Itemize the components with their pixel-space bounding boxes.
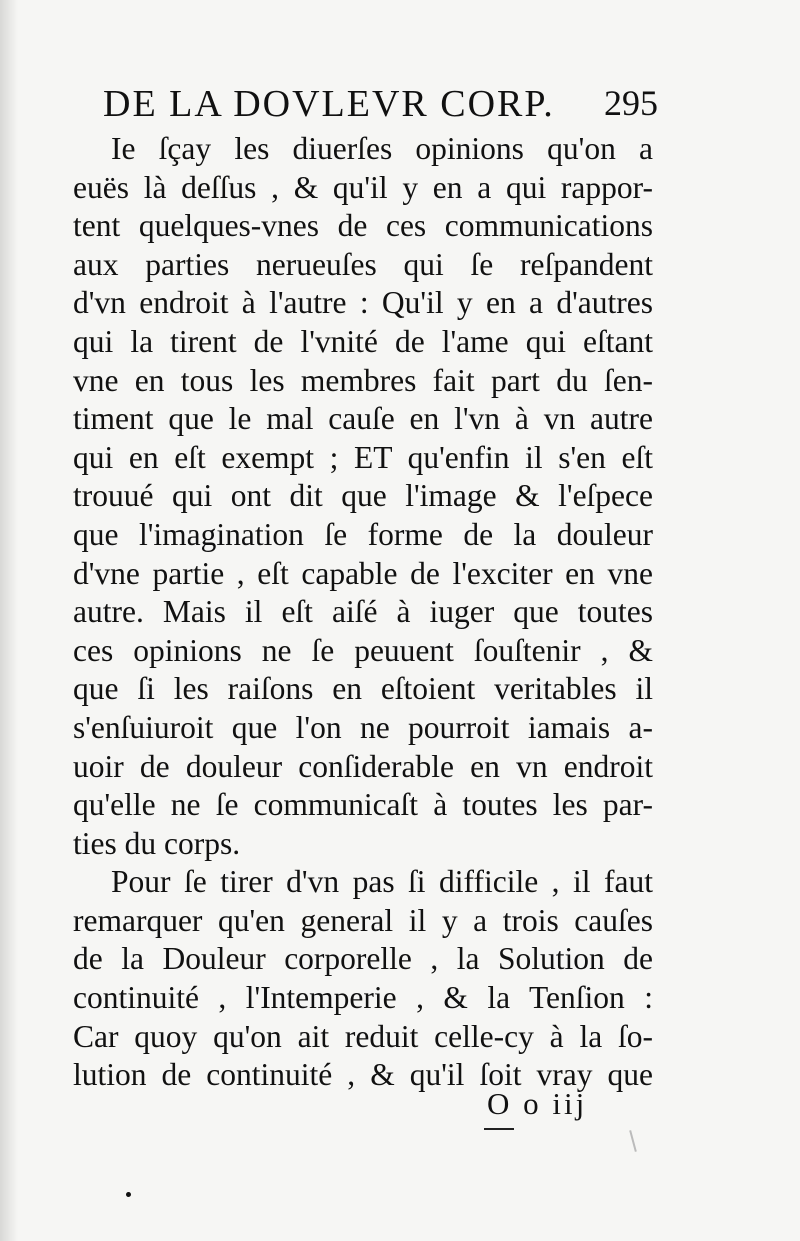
ink-speck: [126, 1192, 131, 1197]
text-line: vne en tous les membres fait part du ſen-: [73, 362, 653, 398]
text-line: d'vne partie , eſt capable de l'exciter en vne: [73, 555, 653, 591]
text-line: uoir de douleur conſiderable en vn endroit: [73, 748, 653, 784]
text-line: euës là deſſus , & qu'il y en a qui rappor-: [73, 169, 653, 205]
text-line: que ſi les raiſons en eſtoient veritables il: [73, 671, 653, 707]
text-line: lution de continuité , & qu'il ſoit vray que: [73, 1057, 653, 1093]
running-head: [103, 82, 658, 130]
text-line: autre. Mais il eſt aiſé à iuger que toutes: [73, 594, 653, 630]
text-line: qui la tirent de l'vnité de l'ame qui eſtant: [73, 323, 653, 359]
page-number: 295: [604, 83, 658, 123]
text-line: trouué qui ont dit que l'image & l'eſpece: [73, 478, 653, 514]
signature-mark: O o iij: [487, 1086, 588, 1121]
running-title: DE LA DOVLEVR CORP.: [103, 83, 555, 125]
text-line: d'vn endroit à l'autre : Qu'il y en a d'autres: [73, 285, 653, 321]
text-line: tent quelques-vnes de ces communications: [73, 208, 653, 244]
text-line: que l'imagination ſe forme de la douleur: [73, 516, 653, 552]
body-text: [73, 130, 653, 1095]
text-line: continuité , l'Intemperie , & la Tenſion :: [73, 980, 653, 1016]
text-line: ces opinions ne ſe peuuent ſouſtenir , &: [73, 632, 653, 668]
text-line: Ie ſçay les diuerſes opinions qu'on a: [111, 131, 653, 166]
text-line: qu'elle ne ſe communicaſt à toutes les par-: [73, 787, 653, 823]
text-line: timent que le mal cauſe en l'vn à vn autre: [73, 401, 653, 437]
text-line: s'enſuiuroit que l'on ne pourroit iamais a-: [73, 709, 653, 745]
signature-underline: [484, 1128, 514, 1130]
text-line: aux parties nerueuſes qui ſe reſpandent: [73, 246, 653, 282]
paper-mark: [629, 1130, 637, 1152]
text-line: Car quoy qu'on ait reduit celle-cy à la ſo-: [73, 1018, 653, 1054]
text-line: qui en eſt exempt ; ET qu'enfin il s'en eſt: [73, 439, 653, 475]
text-line: ties du corps.: [73, 825, 241, 861]
text-line: de la Douleur corporelle , la Solution de: [73, 941, 653, 977]
text-line: remarquer qu'en general il y a trois cauſes: [73, 902, 653, 938]
text-line: Pour ſe tirer d'vn pas ſi difficile , il faut: [111, 864, 653, 900]
